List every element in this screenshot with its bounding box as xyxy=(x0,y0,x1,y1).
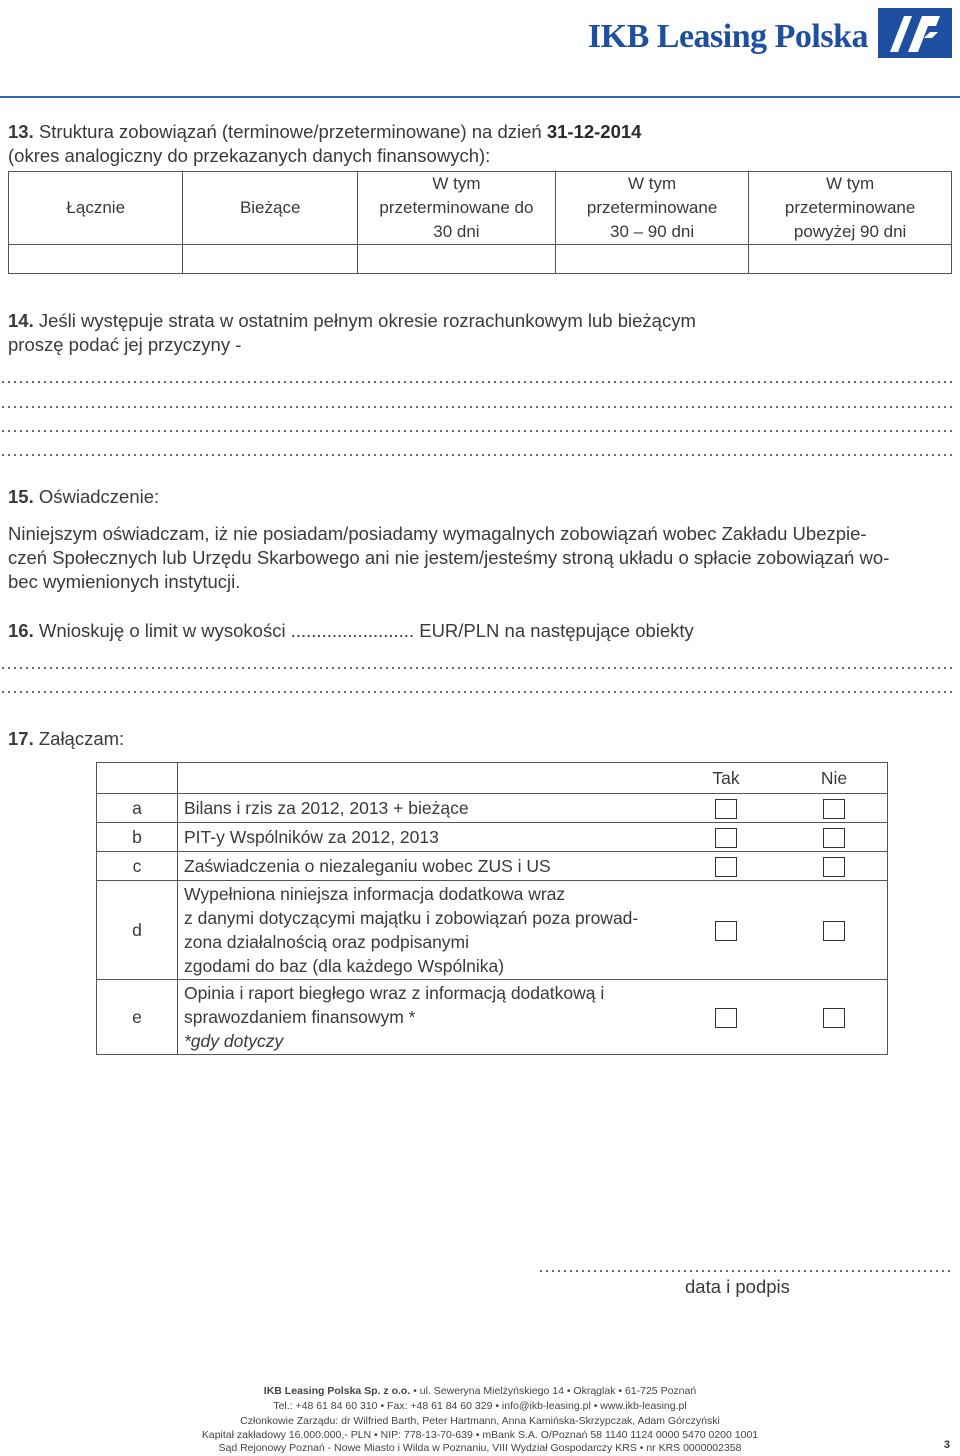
declaration-line: czeń Społecznych lub Urzędu Skarbowego ani nie jestem/jesteśmy stroną układu o spłacie zobowiązań wo- xyxy=(8,547,890,568)
company-logo-text: IKB Leasing Polska xyxy=(587,18,868,55)
attachments-header-row xyxy=(97,763,888,794)
yes-checkbox[interactable] xyxy=(715,921,737,941)
yes-checkbox[interactable] xyxy=(715,1008,737,1028)
footer-line: IKB Leasing Polska Sp. z o.o. • ul. Seweryna Mielżyńskiego 14 • Okrąglak • 61-725 Poznań xyxy=(263,1385,697,1397)
section-16-heading: 16. Wnioskuję o limit w wysokości ........................ EUR/PLN na następujące obiekty xyxy=(8,620,694,641)
answer-line[interactable] xyxy=(0,406,952,408)
limit-amount-field[interactable]: ........................ xyxy=(290,620,415,641)
section-13-number: 13. xyxy=(8,121,34,142)
yes-checkbox[interactable] xyxy=(715,828,737,848)
no-checkbox[interactable] xyxy=(823,1008,845,1028)
page-number: 3 xyxy=(943,1439,950,1451)
no-checkbox[interactable] xyxy=(823,799,845,819)
no-checkbox[interactable] xyxy=(823,828,845,848)
col-current: Bieżące xyxy=(183,172,357,245)
footer-line: Kapitał zakładowy 16.000.000,- PLN • NIP: 778-13-70-639 • mBank S.A. O/Poznań 58 1140 1124 0000 5470 0200 1001 xyxy=(201,1429,759,1441)
header-rule xyxy=(0,96,960,98)
table-row: b PIT-y Wspólników za 2012, 2013 xyxy=(97,823,888,852)
col-overdue-30-90: W tym przeterminowane 30 – 90 dni xyxy=(555,172,748,245)
footer-line: Tel.: +48 61 84 60 310 • Fax: +48 61 84 60 329 • info@ikb-leasing.pl • www.ikb-leasing.pl xyxy=(273,1400,687,1412)
table-row: c Zaświadczenia o niezaleganiu wobec ZUS i US xyxy=(97,852,888,881)
section-13-date: 31-12-2014 xyxy=(546,121,642,142)
answer-line[interactable] xyxy=(0,430,952,432)
section-14-subheading: proszę podać jej przyczyny - xyxy=(8,334,242,355)
attachments-table xyxy=(96,762,888,1055)
declaration-line: Niniejszym oświadczam, iż nie posiadam/posiadamy wymagalnych zobowiązań wobec Zakładu Ubezpie- xyxy=(8,523,867,544)
cell-overdue-30[interactable] xyxy=(357,245,555,274)
answer-line[interactable] xyxy=(0,381,952,383)
table-header-row xyxy=(9,172,952,245)
section-13-text: Struktura zobowiązań (terminowe/przeterminowane) na dzień xyxy=(38,121,542,142)
answer-line[interactable] xyxy=(0,667,952,669)
section-17-heading: 17. Załączam: xyxy=(8,728,125,749)
col-total: Łącznie xyxy=(9,172,183,245)
liabilities-structure-table xyxy=(8,171,952,274)
col-overdue-90-plus: W tym przeterminowane powyżej 90 dni xyxy=(749,172,952,245)
answer-line[interactable] xyxy=(0,454,952,456)
col-overdue-30: W tym przeterminowane do 30 dni xyxy=(357,172,555,245)
yes-checkbox[interactable] xyxy=(715,799,737,819)
answer-line[interactable] xyxy=(0,691,952,693)
col-yes: Tak xyxy=(671,763,781,794)
table-row: a Bilans i rzis za 2012, 2013 + bieżące xyxy=(97,794,888,823)
table-value-row xyxy=(9,245,952,274)
cell-total[interactable] xyxy=(9,245,183,274)
declaration-line: bec wymienionych instytucji. xyxy=(8,571,241,592)
section-14-heading: 14. Jeśli występuje strata w ostatnim pełnym okresie rozrachunkowym lub bieżącym xyxy=(8,310,696,331)
cell-overdue-30-90[interactable] xyxy=(555,245,748,274)
signature-label: data i podpis xyxy=(685,1276,790,1297)
table-row: e Opinia i raport biegłego wraz z informacją dodatkową i sprawozdaniem finansowym * *gdy dotyczy xyxy=(97,980,888,1055)
yes-checkbox[interactable] xyxy=(715,857,737,877)
footer-line: Członkowie Zarządu: dr Wilfried Barth, Peter Hartmann, Anna Kamińska-Skrzypczak, Adam Górczyński xyxy=(240,1415,720,1427)
col-no: Nie xyxy=(781,763,888,794)
footer-line: Sąd Rejonowy Poznań - Nowe Miasto i Wilda w Poznaniu, VIII Wydział Gospodarczy KRS • nr KRS 0000002358 xyxy=(218,1442,742,1454)
ikb-logo-icon xyxy=(878,8,952,58)
section-15-heading: 15. Oświadczenie: xyxy=(8,486,160,507)
cell-current[interactable] xyxy=(183,245,357,274)
signature-line[interactable] xyxy=(538,1270,952,1272)
section-13-heading xyxy=(8,120,641,144)
no-checkbox[interactable] xyxy=(823,921,845,941)
section-13-subheading: (okres analogiczny do przekazanych danych finansowych): xyxy=(8,145,491,166)
cell-overdue-90-plus[interactable] xyxy=(749,245,952,274)
footnote: *gdy dotyczy xyxy=(184,1031,284,1051)
no-checkbox[interactable] xyxy=(823,857,845,877)
table-row: d Wypełniona niniejsza informacja dodatkowa wraz z danymi dotyczącymi majątku i zobowiązań poza prowad- zona działalnością oraz podpisanymi zgodami do baz (dla każdego Wspólnika) xyxy=(97,881,888,980)
